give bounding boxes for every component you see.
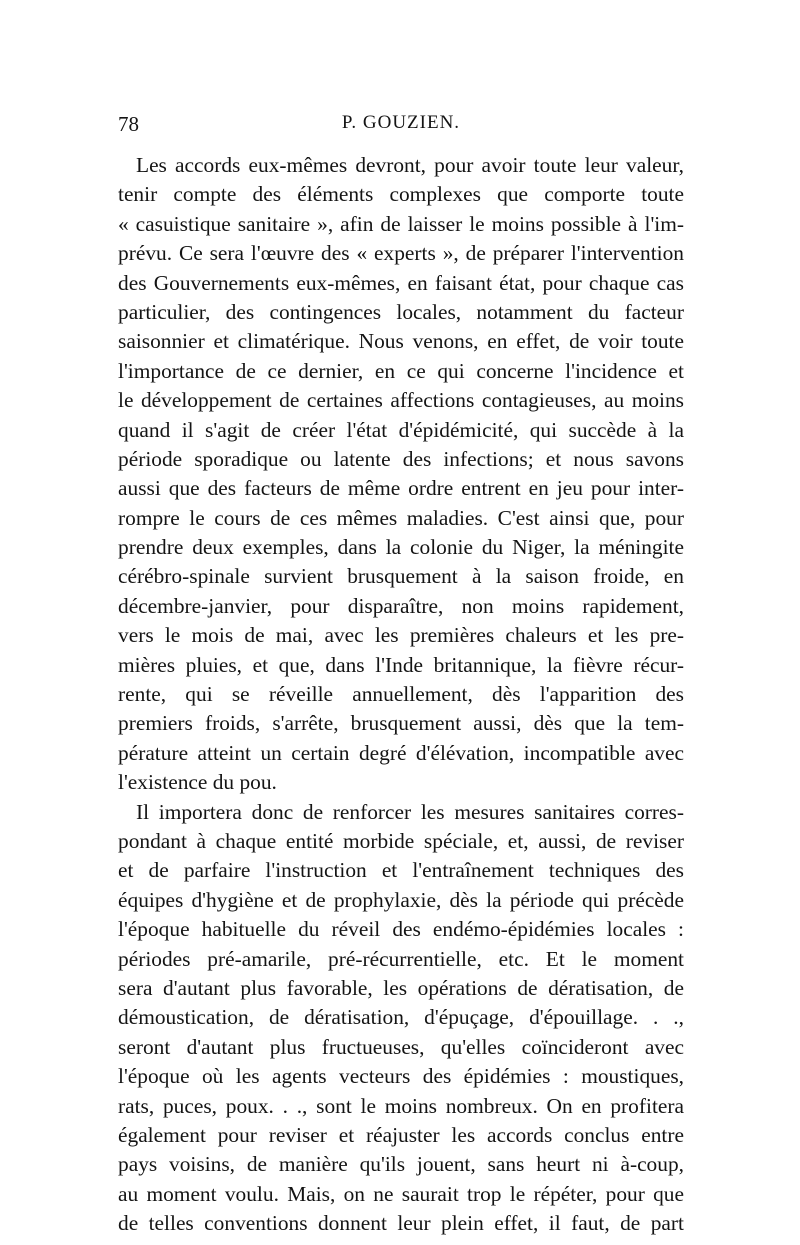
text-line: tenir compte des éléments complexes que comporte toute: [118, 182, 684, 207]
text-line: et de parfaire l'instruction et l'entraînement techniques des: [118, 858, 684, 883]
text-line: quand il s'agit de créer l'état d'épidémicité, qui succède à la: [118, 417, 684, 442]
text-line: de telles conventions donnent leur plein effet, il faut, de part: [118, 1211, 684, 1236]
text-line: le développement de certaines affections contagieuses, au moins: [118, 388, 684, 413]
text-line: saisonnier et climatérique. Nous venons, en effet, de voir toute: [118, 329, 684, 354]
page-header: [118, 112, 684, 142]
text-line: pays voisins, de manière qu'ils jouent, sans heurt ni à-coup,: [118, 1152, 684, 1177]
text-line: périodes pré-amarile, pré-récurrentielle, etc. Et le moment: [118, 946, 684, 971]
text-line: l'importance de ce dernier, en ce qui concerne l'incidence et: [118, 358, 684, 383]
text-line: l'existence du pou.: [118, 770, 277, 795]
text-line: également pour reviser et réajuster les accords conclus entre: [118, 1122, 684, 1147]
text-line: vers le mois de mai, avec les premières chaleurs et les pre-: [118, 623, 684, 648]
text-line: sera d'autant plus favorable, les opérations de dératisation, de: [118, 975, 684, 1000]
text-line: l'époque habituelle du réveil des endémo-épidémies locales :: [118, 917, 684, 942]
text-line: des Gouvernements eux-mêmes, en faisant état, pour chaque cas: [118, 270, 684, 295]
text-line: « casuistique sanitaire », afin de laisser le moins possible à l'im-: [118, 211, 684, 236]
text-line: pondant à chaque entité morbide spéciale, et, aussi, de reviser: [118, 828, 684, 853]
text-line: particulier, des contingences locales, notamment du facteur: [118, 299, 684, 324]
body-text: [118, 151, 684, 1238]
page-number: 78: [118, 112, 139, 136]
text-line: démoustication, de dératisation, d'épuçage, d'épouillage. . .,: [118, 1005, 684, 1030]
text-line: équipes d'hygiène et de prophylaxie, dès la période qui précède: [118, 887, 684, 912]
text-line: rente, qui se réveille annuellement, dès l'apparition des: [118, 682, 684, 707]
text-line: pérature atteint un certain degré d'élévation, incompatible avec: [118, 740, 684, 765]
text-line: décembre-janvier, pour disparaître, non moins rapidement,: [118, 593, 684, 618]
text-line: aussi que des facteurs de même ordre entrent en jeu pour inter-: [118, 476, 684, 501]
text-line: période sporadique ou latente des infections; et nous savons: [118, 446, 684, 471]
text-line: mières pluies, et que, dans l'Inde britannique, la fièvre récur-: [118, 652, 684, 677]
text-line: l'époque où les agents vecteurs des épidémies : moustiques,: [118, 1064, 684, 1089]
text-line: Il importera donc de renforcer les mesures sanitaires corres-: [136, 799, 684, 824]
text-line: prévu. Ce sera l'œuvre des « experts », de préparer l'intervention: [118, 241, 684, 266]
text-line: Les accords eux-mêmes devront, pour avoir toute leur valeur,: [136, 153, 684, 177]
text-line: seront d'autant plus fructueuses, qu'elles coïncideront avec: [118, 1034, 684, 1059]
text-line: premiers froids, s'arrête, brusquement aussi, dès que la tem-: [118, 711, 684, 736]
text-line: prendre deux exemples, dans la colonie du Niger, la méningite: [118, 535, 684, 560]
text-line: au moment voulu. Mais, on ne saurait trop le répéter, pour que: [118, 1181, 684, 1206]
text-line: rats, puces, poux. . ., sont le moins nombreux. On en profitera: [118, 1093, 684, 1118]
running-head: P. GOUZIEN.: [341, 112, 461, 133]
text-line: rompre le cours de ces mêmes maladies. C'est ainsi que, pour: [118, 505, 684, 530]
text-line: cérébro-spinale survient brusquement à la saison froide, en: [118, 564, 684, 589]
